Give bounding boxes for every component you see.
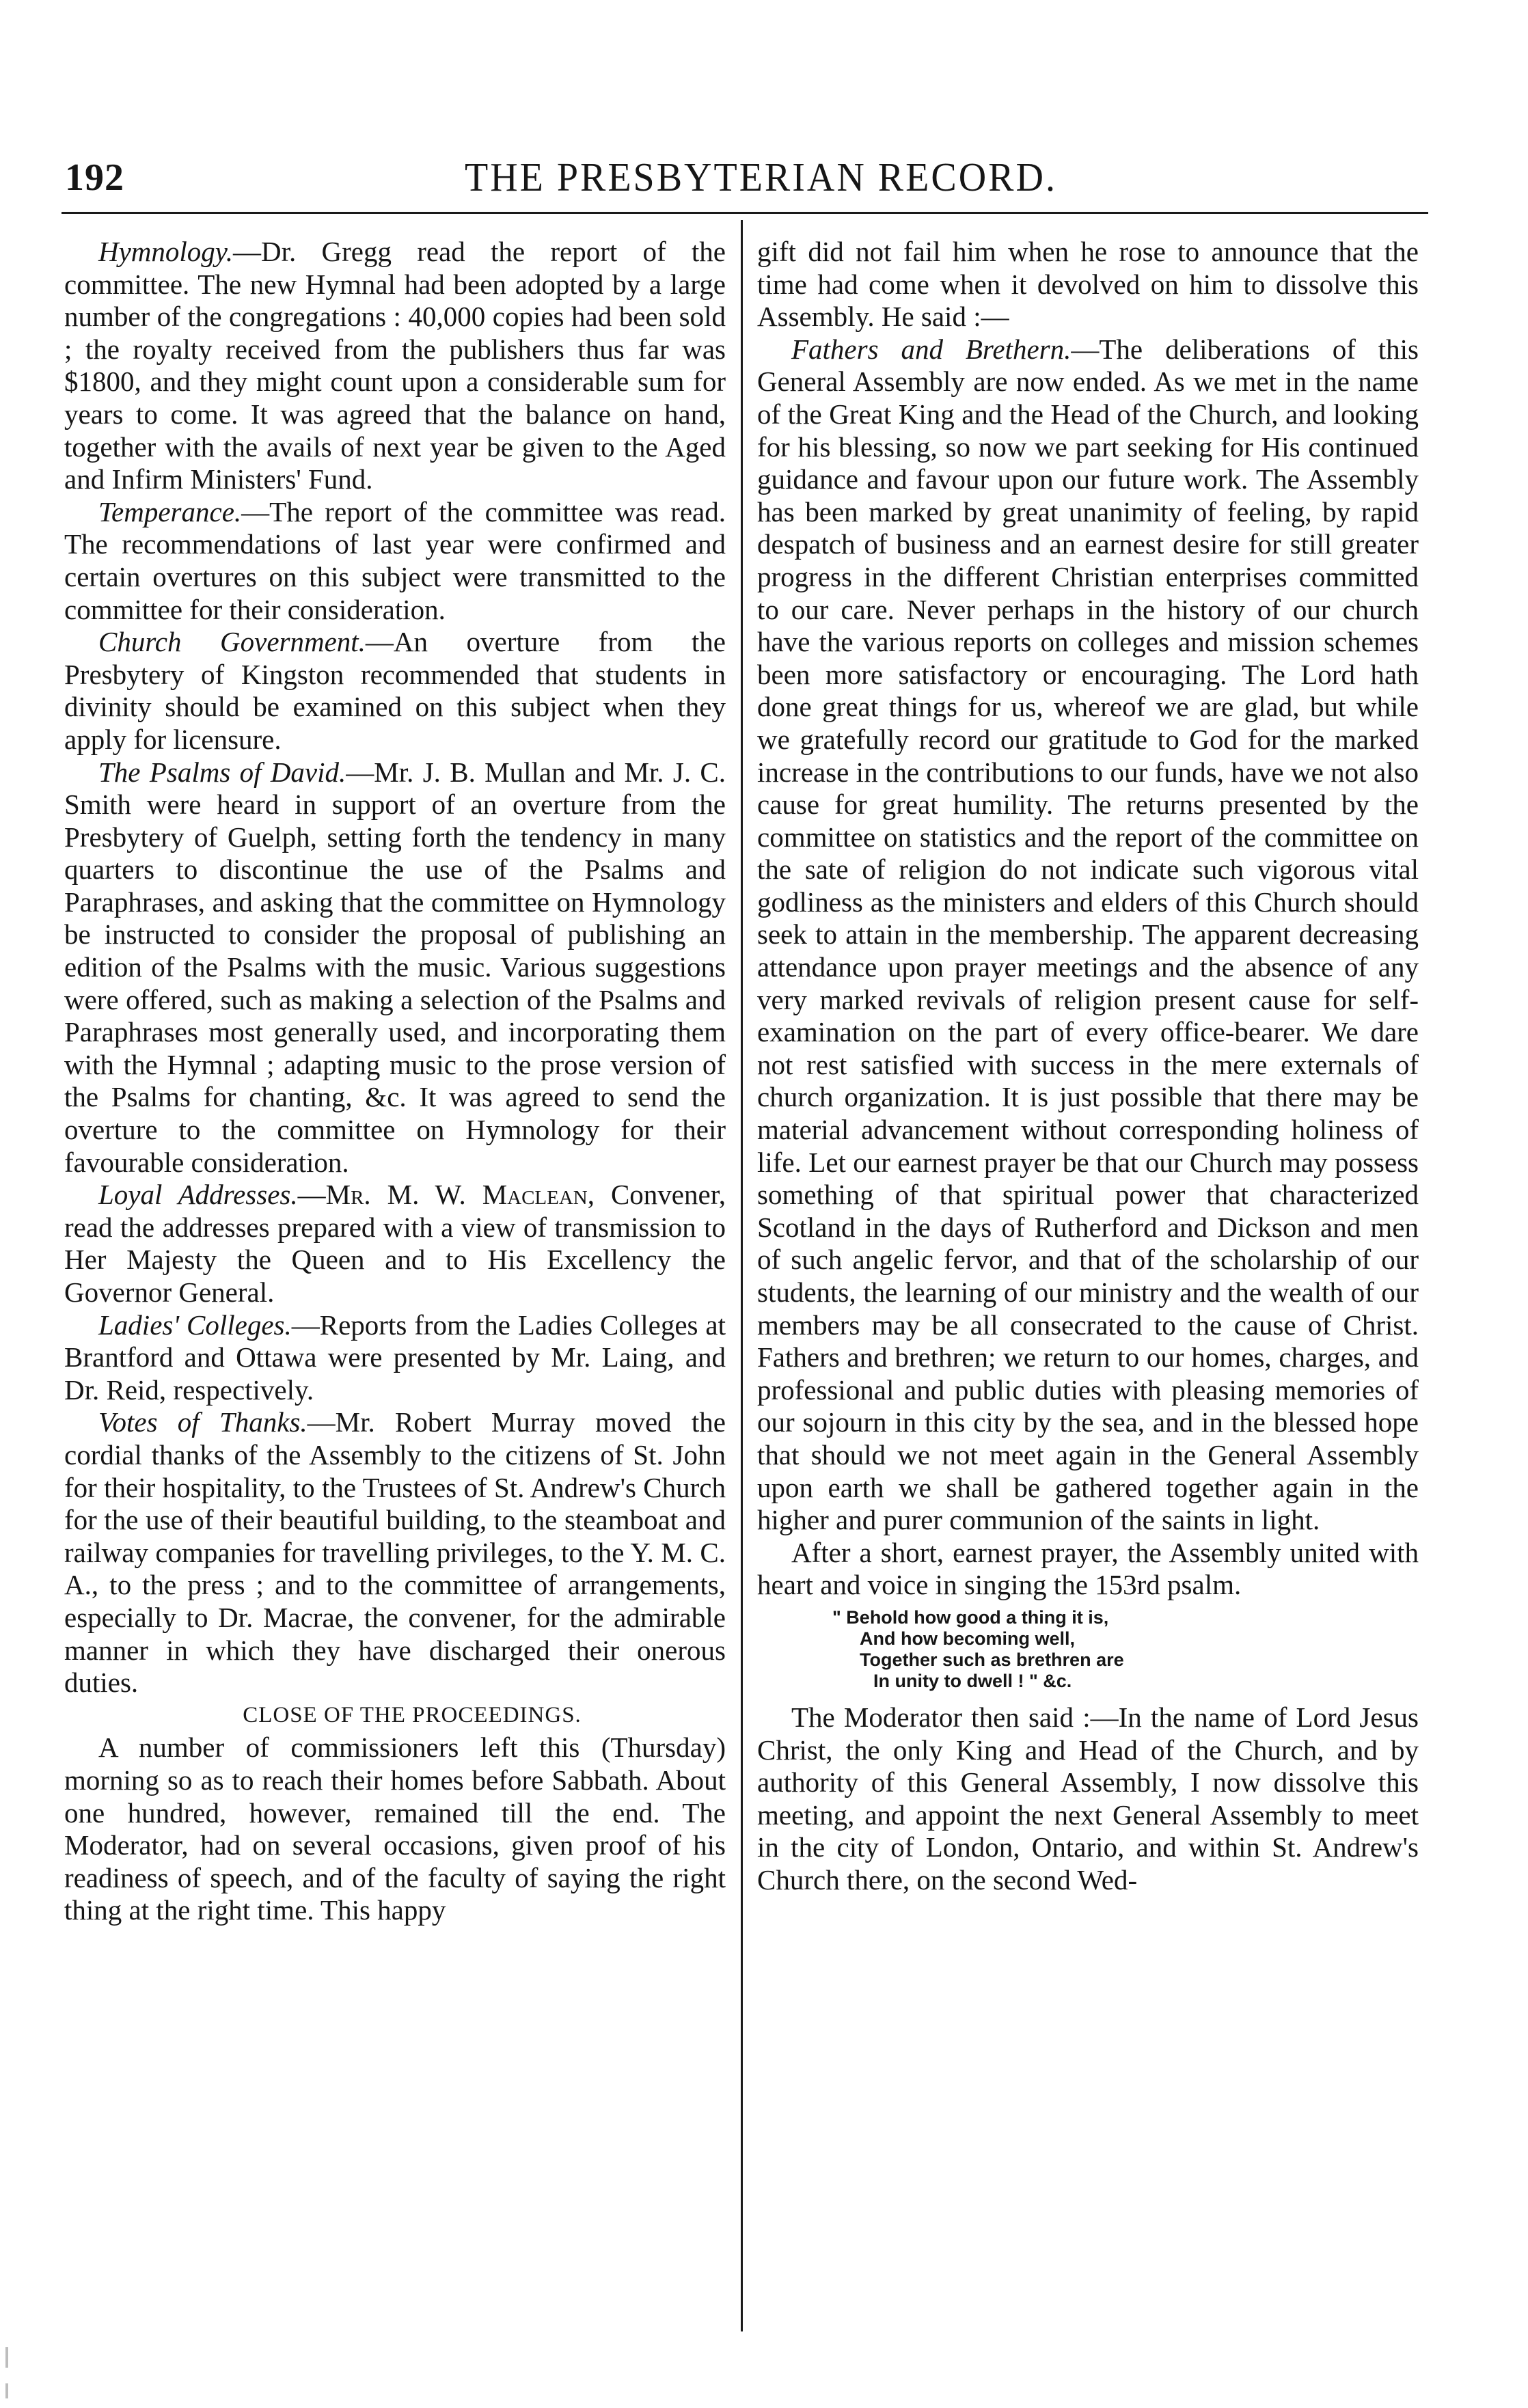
paragraph-lead: Fathers and Brethern. [791, 333, 1072, 365]
paragraph-text: —Dr. Gregg read the report of the committee. The new Hymnal had been adopted by a large number of the congregations : 40,000 copies had been sold ; the royalty received from the publishers thus far was $1800, and they might count upon a considerable sum for years to come. It was agreed that the balance on hand, together with the avails of next year be given to the Aged and Infirm Ministers' Fund. [64, 236, 726, 495]
right-column [757, 236, 1419, 1897]
paragraph-lead: Votes of Thanks. [98, 1406, 308, 1438]
verse-line: " Behold how good a thing it is, [832, 1606, 1109, 1628]
paragraph-church-government [64, 626, 726, 756]
paragraph-text: —An overture from the Presbytery of Kingston recommended that students in divinity should be examined on this subject when they apply for licensure. [64, 626, 726, 755]
paragraph-text: Convener, read the addresses prepared with a view of transmission to Her Majesty the Queen and to His Excellency the Governor General. [64, 1179, 726, 1308]
section-heading: CLOSE OF THE PROCEEDINGS. [243, 1702, 582, 1727]
header-rule [62, 212, 1428, 214]
paragraph-lead: Loyal Addresses. [98, 1179, 298, 1211]
paragraph-loyal-addresses [64, 1179, 726, 1309]
paragraph-lead: The Psalms of David. [98, 756, 346, 788]
paragraph-lead: Ladies' Colleges. [98, 1309, 292, 1341]
paragraph-psalms [64, 756, 726, 1179]
paragraph-text: —Mr. J. B. Mullan and Mr. J. C. Smith were heard in support of an overture from the Presbytery of Guelph, setting forth the tendency in many quarters to discontinue the use of the Psalms and Paraphrases, and asking that the committee on Hymnology be instructed to consider the proposal of publishing an edition of the Psalms with the music. Various suggestions were offered, such as making a selection of the Psalms and Paraphrases most generally used, and incorporating them with the Hymnal ; adapting music to the prose version of the Psalms for chanting, &c. It was agreed to send the overture to the committee on Hymnology for their favourable consideration. [64, 756, 726, 1178]
paragraph-dissolution: The Moderator then said :—In the name of Lord Jesus Christ, the only King and Head of the Church, and by authority of this General Assembly, I now dissolve this meeting, and appoint the next General Assembly to meet in the city of London, Ontario, and within St. Andrew's Church there, on the second Wed- [757, 1701, 1419, 1896]
margin-speck [5, 2383, 8, 2398]
verse-line: And how becoming well, [860, 1628, 1076, 1649]
paragraph-text: —Reports from the Ladies Colleges at Brantford and Ottawa were presented by Mr. Laing, and Dr. Reid, respectively. [64, 1309, 726, 1406]
running-title: THE PRESBYTERIAN RECORD. [465, 155, 1057, 200]
margin-speck [5, 2347, 8, 2368]
paragraph-continuation: gift did not fail him when he rose to announce that the time had come when it devolved on him to dissolve this Assembly. He said :— [757, 236, 1419, 333]
paragraph-text: —The report of the committee was read. The recommendations of last year were confirmed and certain overtures on this subject were transmitted to the committee for their consideration. [64, 495, 726, 625]
left-column [64, 236, 726, 1927]
speaker-name: —Mr. M. W. Maclean, [297, 1179, 595, 1211]
paragraph-text: —The deliberations of this General Assembly are now ended. As we met in the name of the Great King and the Head of the Church, and looking for his blessing, so now we part seeking for His continued guidance and favour upon our future work. The Assembly has been marked by great unanimity of feeling, by rapid despatch of business and an earnest desire for still greater progress in the different Christian enterprises committed to our care. Never perhaps in the history of our church have the various reports on colleges and mission schemes been more satisfactory or encouraging. The Lord hath done great things for us, whereof we are glad, but while we gratefully record our gratitude to God for the marked increase in the contributions to our funds, have we not also cause for great humility. The returns presented by the committee on statistics and the report of the committee on the sate of religion do not indicate such vigorous vital godliness as the ministers and elders of this Church should seek to attain in the membership. The apparent decreasing attendance upon prayer meetings and the absence of any very marked revivals of religion present cause for self-examination on the part of every office-bearer. We dare not rest satisfied with success in the mere externals of church organization. It is just possible that there may be material advancement without corresponding holiness of life. Let our earnest prayer be that our Church may possess something of that spiritual power that characterized Scotland in the days of Rutherford and Dickson and men of such angelic fervor, and that of the scholarship of our students, the learning of our ministry and the wealth of our members may be all consecrated to the cause of Christ. Fathers and brethren; we return to our homes, charges, and professional and public duties with pleasing memories of our sojourn in this city by the sea, and in the blessed hope that should we not meet again in the General Assembly upon earth we shall be gathered together again in the higher and purer communion of the saints in light. [757, 333, 1419, 1536]
paragraph-lead: Church Government. [98, 626, 366, 658]
paragraph-lead: Temperance. [98, 495, 242, 528]
column-divider [741, 220, 743, 2331]
paragraph-lead: Hymnology. [98, 236, 233, 267]
verse-line: In unity to dwell ! " &c. [873, 1670, 1072, 1691]
paragraph-votes-of-thanks [64, 1406, 726, 1699]
paragraph-address [757, 333, 1419, 1537]
paragraph-text: —Mr. Robert Murray moved the cordial thanks of the Assembly to the citizens of St. John for their hospitality, to the Trustees of St. Andrew's Church for the use of their beautiful building, to the steamboat and railway companies for travelling privileges, to the Y. M. C. A., to the press ; and to the committee of arrangements, especially to Dr. Macrae, the convener, for the admirable manner in which they have discharged their onerous duties. [64, 1406, 726, 1699]
paragraph-close: A number of commissioners left this (Thursday) morning so as to reach their homes before Sabbath. About one hundred, however, remained till the end. The Moderator, had on several occasions, given proof of his readiness of speech, and of the faculty of saying the right thing at the right time. This happy [64, 1732, 726, 1926]
page-header [62, 156, 1428, 210]
paragraph-ladies-colleges [64, 1309, 726, 1407]
verse-line: Together such as brethren are [860, 1649, 1124, 1670]
paragraph-temperance [64, 496, 726, 626]
psalm-verse [757, 1607, 1419, 1692]
page-number: 192 [65, 156, 124, 199]
paragraph-hymnology [64, 236, 726, 496]
paragraph-prayer: After a short, earnest prayer, the Assembly united with heart and voice in singing the 153rd psalm. [757, 1536, 1419, 1601]
